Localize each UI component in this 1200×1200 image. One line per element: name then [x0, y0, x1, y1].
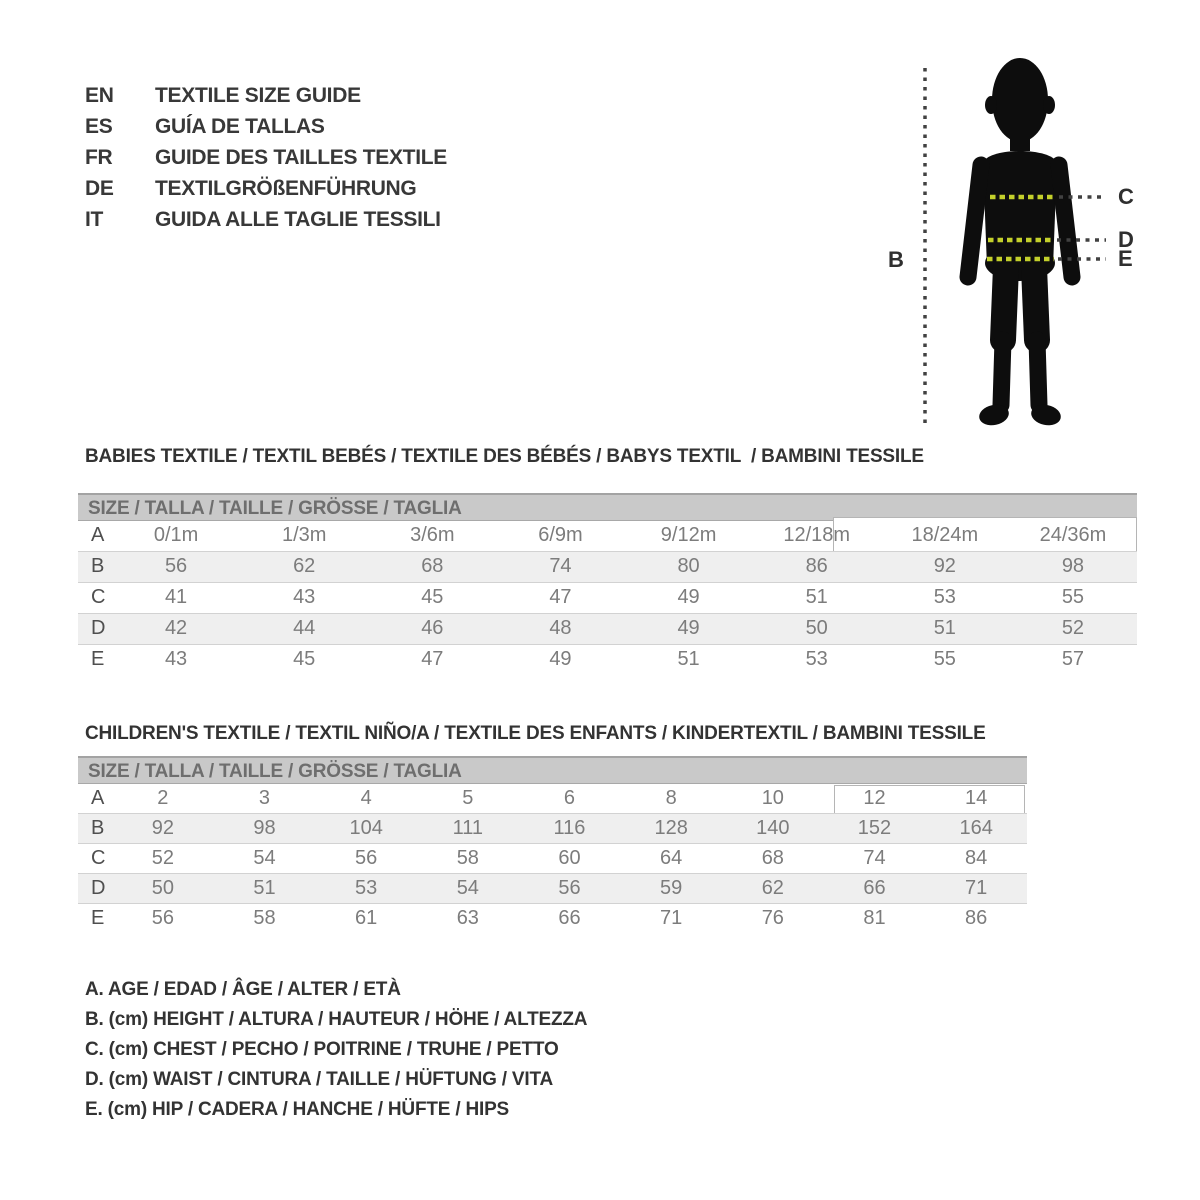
size-value-cell: 74 [549, 555, 572, 577]
size-value-cell: 66 [863, 877, 886, 899]
size-value-cell: 12 [863, 787, 886, 809]
legend-line: E. (cm) HIP / CADERA / HANCHE / HÜFTE / HIPS [85, 1099, 510, 1120]
size-value-cell: 8 [665, 787, 677, 809]
size-value-cell: 56 [558, 877, 581, 899]
size-value-cell: 53 [805, 648, 828, 670]
size-value-cell: 3/6m [410, 524, 455, 546]
size-value-cell: 54 [253, 847, 276, 869]
language-row [85, 173, 447, 204]
size-value-cell: 49 [677, 586, 700, 608]
size-table-row [78, 784, 1027, 813]
language-code: ES [85, 115, 113, 138]
size-value-cell: 111 [452, 817, 484, 839]
row-label: C [91, 586, 106, 608]
size-value-cell: 51 [933, 617, 956, 639]
size-value-cell: 14 [965, 787, 988, 809]
child-measurement-figure [880, 55, 1150, 440]
children-section-title: CHILDREN'S TEXTILE / TEXTIL NIÑO/A / TEXTILE DES ENFANTS / KINDERTEXTIL / BAMBINI TESSILE [85, 723, 986, 744]
legend-line: A. AGE / EDAD / ÂGE / ALTER / ETÀ [85, 979, 401, 1000]
size-value-cell: 86 [805, 555, 828, 577]
size-value-cell: 4 [360, 787, 372, 809]
size-value-cell: 3 [258, 787, 271, 809]
measurement-legend [85, 975, 587, 1125]
size-table-row [78, 903, 1027, 933]
language-code: IT [85, 208, 104, 231]
size-value-cell: 47 [549, 586, 572, 608]
size-value-cell: 98 [1061, 555, 1085, 577]
size-table-row [78, 521, 1137, 551]
size-value-cell: 6 [563, 787, 576, 809]
size-value-cell: 98 [253, 817, 276, 839]
size-value-cell: 63 [456, 907, 479, 929]
size-value-cell: 56 [164, 555, 188, 577]
size-table-row [78, 813, 1027, 843]
size-table-row [78, 644, 1137, 675]
size-value-cell: 46 [421, 617, 444, 639]
size-value-cell: 84 [965, 847, 988, 869]
language-row [85, 204, 447, 235]
row-label: A [91, 524, 105, 546]
size-value-cell: 18/24m [911, 524, 979, 546]
size-table-row [78, 873, 1027, 903]
size-value-cell: 50 [151, 877, 174, 899]
size-value-cell: 48 [549, 617, 572, 639]
size-value-cell: 116 [553, 817, 586, 839]
babies-table-body [78, 521, 1137, 675]
size-value-cell: 71 [660, 907, 683, 929]
size-value-cell: 24/36m [1039, 524, 1107, 546]
language-code: FR [85, 146, 113, 169]
size-value-cell: 53 [933, 586, 956, 608]
language-code: DE [85, 177, 114, 200]
size-value-cell: 164 [959, 817, 993, 839]
row-label: D [91, 617, 106, 639]
size-value-cell: 86 [965, 907, 988, 929]
height-line-label: B [888, 247, 904, 272]
size-value-cell: 81 [863, 907, 886, 929]
row-label: C [91, 847, 106, 869]
size-value-cell: 52 [1061, 617, 1085, 639]
size-value-cell: 92 [151, 817, 174, 839]
row-label: E [91, 648, 105, 670]
size-value-cell: 45 [421, 586, 444, 608]
size-value-cell: 45 [293, 648, 316, 670]
language-title: GUIDA ALLE TAGLIE TESSILI [155, 208, 441, 231]
size-value-cell: 55 [1061, 586, 1085, 608]
size-value-cell: 74 [863, 847, 886, 869]
children-table-body [78, 784, 1027, 933]
size-value-cell: 62 [761, 877, 784, 899]
size-value-cell: 51 [805, 586, 828, 608]
size-table-row [78, 551, 1137, 582]
size-value-cell: 53 [355, 877, 378, 899]
size-value-cell: 54 [456, 877, 479, 899]
size-value-cell: 128 [654, 817, 688, 839]
row-label: B [91, 555, 105, 577]
size-value-cell: 49 [549, 648, 572, 670]
child-silhouette [983, 58, 1057, 281]
size-value-cell: 56 [151, 907, 174, 929]
language-row [85, 80, 447, 111]
size-value-cell: 92 [933, 555, 956, 577]
size-value-cell: 60 [558, 847, 581, 869]
size-value-cell: 58 [253, 907, 276, 929]
size-value-cell: 2 [157, 787, 169, 809]
babies-section-title: BABIES TEXTILE / TEXTIL BEBÉS / TEXTILE DES BÉBÉS / BABYS TEXTIL / BAMBINI TESSILE [85, 446, 924, 467]
children-size-table [78, 756, 1027, 933]
size-value-cell: 43 [293, 586, 316, 608]
babies-size-table [78, 493, 1137, 675]
row-label: B [91, 817, 105, 839]
language-title: TEXTILGRÖßENFÜHRUNG [155, 177, 417, 200]
size-value-cell: 43 [164, 648, 188, 670]
size-value-cell: 64 [660, 847, 683, 869]
size-value-cell: 1/3m [281, 524, 327, 546]
hip-line-label: E [1118, 246, 1133, 271]
children-table-header: SIZE / TALLA / TAILLE / GRÖSSE / TAGLIA [78, 756, 1027, 784]
size-value-cell: 57 [1061, 648, 1085, 670]
size-value-cell: 61 [355, 907, 378, 929]
size-value-cell: 68 [421, 555, 444, 577]
size-value-cell: 68 [761, 847, 784, 869]
size-value-cell: 52 [151, 847, 174, 869]
size-value-cell: 76 [761, 907, 784, 929]
size-value-cell: 47 [421, 648, 444, 670]
size-value-cell: 5 [462, 787, 474, 809]
size-value-cell: 152 [857, 817, 892, 839]
size-table-row [78, 613, 1137, 644]
size-value-cell: 56 [355, 847, 378, 869]
size-value-cell: 62 [293, 555, 316, 577]
waist-line-label: D [1118, 227, 1134, 252]
child-silhouette-graphic [880, 55, 1150, 440]
size-value-cell: 49 [677, 617, 700, 639]
size-table-row [78, 843, 1027, 873]
size-value-cell: 66 [558, 907, 581, 929]
size-value-cell: 9/12m [660, 524, 717, 546]
row-label: E [91, 907, 105, 929]
language-row [85, 142, 447, 173]
chest-line-label: C [1118, 184, 1134, 209]
size-value-cell: 10 [761, 787, 784, 809]
legend-line: C. (cm) CHEST / PECHO / POITRINE / TRUHE / PETTO [85, 1039, 559, 1060]
language-title: GUIDE DES TAILLES TEXTILE [155, 146, 447, 169]
size-value-cell: 140 [756, 817, 790, 839]
size-value-cell: 12/18m [783, 524, 851, 546]
size-value-cell: 41 [164, 586, 188, 608]
child-silhouette-feet [977, 402, 1063, 428]
size-value-cell: 55 [933, 648, 956, 670]
language-code: EN [85, 84, 114, 107]
size-value-cell: 58 [456, 847, 479, 869]
size-table-row [78, 582, 1137, 613]
size-value-cell: 51 [253, 877, 276, 899]
size-value-cell: 51 [677, 648, 700, 670]
babies-table-header: SIZE / TALLA / TAILLE / GRÖSSE / TAGLIA [78, 493, 1137, 521]
size-value-cell: 44 [293, 617, 316, 639]
size-value-cell: 6/9m [538, 524, 583, 546]
size-value-cell: 50 [805, 617, 828, 639]
size-value-cell: 71 [965, 877, 988, 899]
legend-line: B. (cm) HEIGHT / ALTURA / HAUTEUR / HÖHE / ALTEZZA [85, 1009, 588, 1030]
legend-line: D. (cm) WAIST / CINTURA / TAILLE / HÜFTUNG / VITA [85, 1069, 553, 1090]
row-label: A [91, 787, 105, 809]
size-value-cell: 104 [349, 817, 383, 839]
size-value-cell: 59 [660, 877, 683, 899]
language-list [85, 80, 447, 235]
size-value-cell: 42 [164, 617, 188, 639]
row-label: D [91, 877, 106, 899]
size-value-cell: 80 [677, 555, 700, 577]
size-value-cell: 0/1m [153, 524, 199, 546]
language-title: GUÍA DE TALLAS [155, 115, 325, 138]
language-row [85, 111, 447, 142]
language-title: TEXTILE SIZE GUIDE [155, 84, 361, 107]
